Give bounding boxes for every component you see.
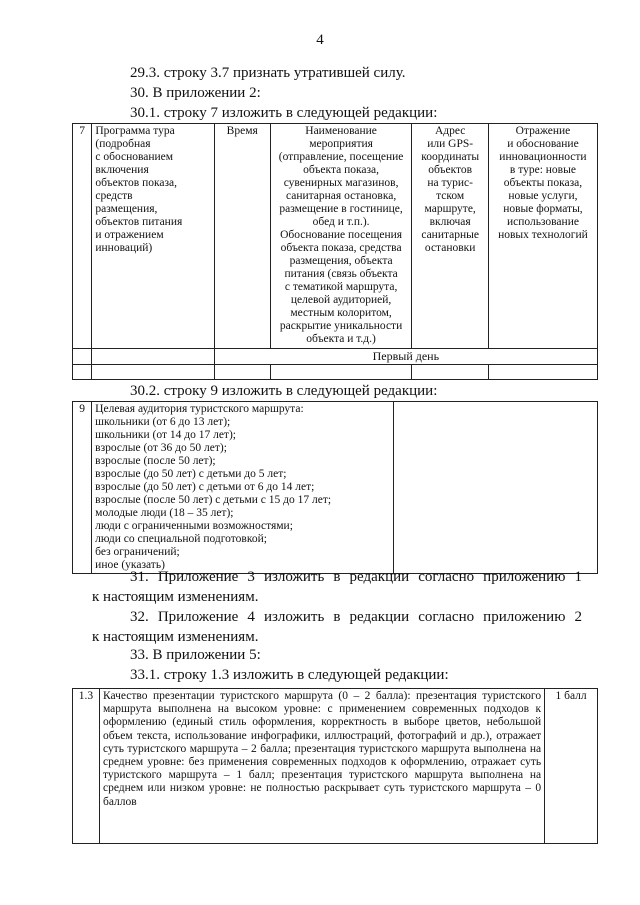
- cell-line: Адрес: [434, 125, 466, 137]
- cell-line: инновационности: [499, 151, 587, 163]
- cell-line: взрослые (от 36 до 50 лет);: [95, 442, 227, 454]
- table-row: [73, 124, 598, 349]
- cell-line: средств: [95, 190, 133, 202]
- cell-line: мероприятия: [309, 138, 373, 150]
- cell-line: размещения,: [95, 203, 158, 215]
- table-row: [73, 365, 598, 380]
- cell-line: целевой аудиторией,: [290, 294, 392, 306]
- cell-line: Целевая аудитория туристского маршрута:: [95, 403, 304, 415]
- cell-line: объекты показа,: [503, 177, 583, 189]
- paragraph-31-line1: 31. Приложение 3 изложить в редакции согласно приложению 1: [130, 569, 582, 585]
- cell-line: размещение в гостинице,: [279, 203, 403, 215]
- row-number: 7: [73, 124, 92, 349]
- cell-line: молодые люди (18 – 35 лет);: [95, 507, 234, 519]
- cell-line: местным колоритом,: [290, 307, 392, 319]
- cell-line: координаты: [421, 151, 480, 163]
- cell-line: в туре: новые: [509, 164, 576, 176]
- cell-line: на турис-: [427, 177, 473, 189]
- cell-line: люди со специальной подготовкой;: [95, 533, 267, 545]
- cell-line: включения: [95, 164, 149, 176]
- cell-line: (подробная: [95, 138, 151, 150]
- cell-line: без ограничений;: [95, 546, 180, 558]
- cell-line: сувенирных магазинов,: [283, 177, 399, 189]
- cell-line: Программа тура: [95, 125, 175, 137]
- cell-line: новых технологий: [498, 229, 588, 241]
- paragraph-30-2: 30.2. строку 9 изложить в следующей редакции:: [130, 383, 438, 399]
- cell-line: объектов питания: [95, 216, 183, 228]
- cell-line: школьники (от 6 до 13 лет);: [95, 416, 231, 428]
- innovation-cell: [488, 124, 597, 349]
- cell-line: взрослые (до 50 лет) с детьми до 5 лет;: [95, 468, 287, 480]
- cell-line: с обоснованием: [95, 151, 174, 163]
- event-name-cell: [270, 124, 412, 349]
- cell-line: включая: [429, 216, 471, 228]
- cell-line: санитарные: [421, 229, 479, 241]
- paragraph-32-line2: к настоящим изменениям.: [92, 629, 259, 645]
- cell-line: с тематикой маршрута,: [284, 281, 398, 293]
- cell-line: и обоснование: [507, 138, 579, 150]
- cell-line: питания (связь объекта: [284, 268, 398, 280]
- table-row-7: [72, 123, 598, 380]
- cell-line: новые форматы,: [503, 203, 583, 215]
- paragraph-32-line1: 32. Приложение 4 изложить в редакции согласно приложению 2: [130, 609, 582, 625]
- cell-line: объекта показа,: [303, 164, 380, 176]
- cell-line: использование: [506, 216, 579, 228]
- score-cell: 1 балл: [545, 689, 598, 844]
- cell-line: или GPS-: [427, 138, 474, 150]
- table-row: [73, 689, 598, 844]
- cell-line: объектов показа,: [95, 177, 178, 189]
- table-row: [73, 402, 598, 574]
- cell-line: остановки: [424, 242, 476, 254]
- paragraph-31-line2: к настоящим изменениям.: [92, 589, 259, 605]
- cell-line: санитарная остановка,: [285, 190, 397, 202]
- time-cell: Время: [214, 124, 270, 349]
- cell-line: объекта и т.д.): [306, 333, 376, 345]
- table-row-9: [72, 401, 598, 574]
- cell-line: люди с ограниченными возможностями;: [95, 520, 293, 532]
- cell-line: взрослые (после 50 лет);: [95, 455, 216, 467]
- cell-line: (отправление, посещение: [278, 151, 404, 163]
- tour-program-cell: [92, 124, 214, 349]
- first-day-label: Первый день: [214, 349, 597, 365]
- target-audience-cell: [92, 402, 394, 574]
- cell-line: Отражение: [515, 125, 571, 137]
- paragraph-33-1: 33.1. строку 1.3 изложить в следующей редакции:: [130, 667, 449, 683]
- address-cell: [412, 124, 488, 349]
- paragraph-33: 33. В приложении 5:: [130, 647, 261, 663]
- cell-line: размещения, объекта: [289, 255, 393, 267]
- paragraph-29-3: 29.3. строку 3.7 признать утратившей силу.: [130, 65, 406, 81]
- cell-line: взрослые (после 50 лет) с детьми с 15 до 17 лет;: [95, 494, 332, 506]
- cell-line: школьники (от 14 до 17 лет);: [95, 429, 236, 441]
- empty-cell: [394, 402, 598, 574]
- cell-line: обед и т.п.).: [312, 216, 370, 228]
- cell-line: и отражением: [95, 229, 164, 241]
- cell-line: иное (указать): [95, 559, 165, 571]
- presentation-quality-cell: Качество презентации туристского маршрута (0 – 2 балла): презентация туристского маршрута выполнена на высоком уровне: с применением современных подходов к оформлению (единый стиль оформления, корректность в выборе цветов, небольшой объем текста, использование инфографики, иллюстраций, фотографий и др.), отражает суть туристского маршрута – 2 балла; презентация туристского маршрута выполнена на среднем уровне: без применения современных подходов к оформлению, отражает суть туристского маршрута – 1 балл; презентация туристского маршрута выполнена на среднем или низком уровне: не полностью раскрывает суть туристского маршрута – 0 баллов: [99, 689, 544, 844]
- cell-line: объекта показа, средства: [280, 242, 402, 254]
- page-number: 4: [316, 32, 324, 48]
- cell-line: взрослые (до 50 лет) с детьми от 6 до 14 лет;: [95, 481, 315, 493]
- table-row: [73, 349, 598, 365]
- cell-line: Наименование: [305, 125, 377, 137]
- cell-line: маршруте,: [424, 203, 476, 215]
- cell-line: Обоснование посещения: [280, 229, 403, 241]
- cell-line: раскрытие уникальности: [279, 320, 403, 332]
- table-row-1-3: [72, 688, 598, 844]
- cell-line: инноваций): [95, 242, 153, 254]
- cell-line: объектов: [428, 164, 473, 176]
- row-number: 9: [73, 402, 92, 574]
- cell-line: новые услуги,: [508, 190, 578, 202]
- row-number: 1.3: [73, 689, 100, 844]
- paragraph-30-1: 30.1. строку 7 изложить в следующей редакции:: [130, 105, 438, 121]
- paragraph-30: 30. В приложении 2:: [130, 85, 261, 101]
- cell-line: тском: [436, 190, 465, 202]
